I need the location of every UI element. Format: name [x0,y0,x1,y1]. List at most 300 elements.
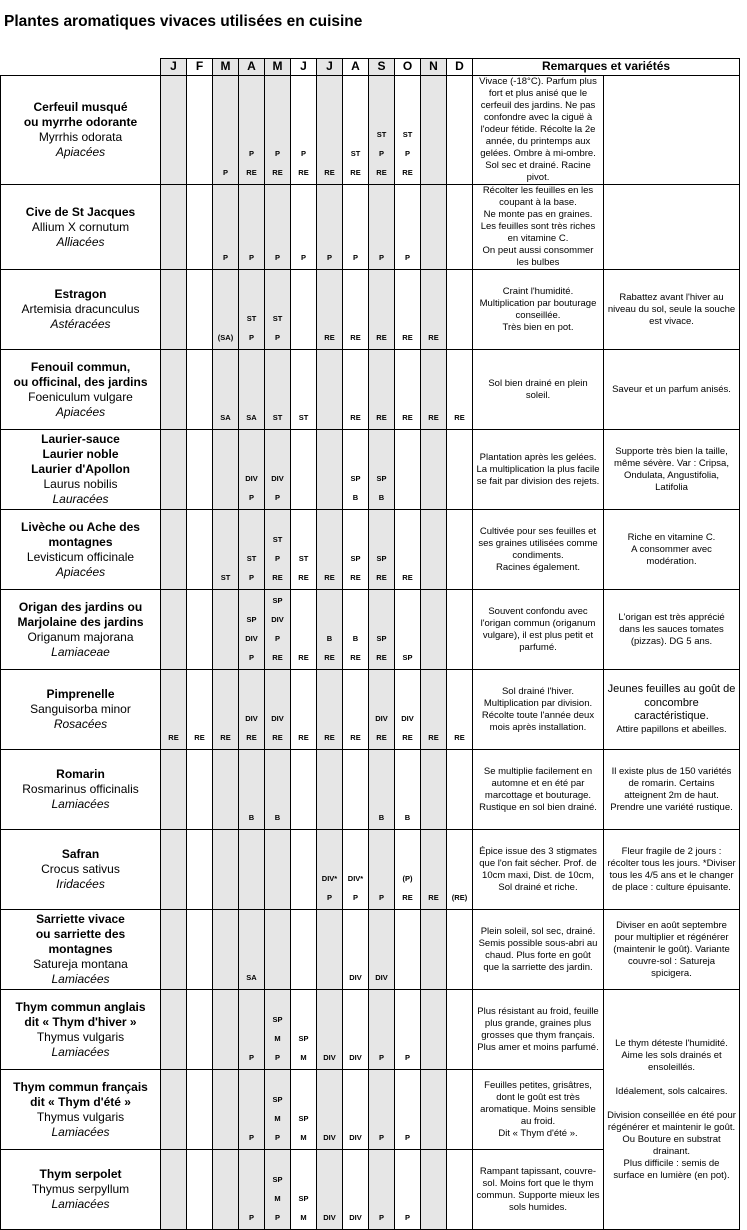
month-marks [291,144,316,182]
month-marks [213,728,238,747]
month-marks [421,328,446,347]
activity-code: SP [298,1034,309,1043]
month-marks [239,309,264,347]
month-marks [369,469,394,507]
variety-cell [604,185,740,270]
plant-name-cell [1,670,161,750]
activity-code: P [404,149,410,158]
month-marks [369,549,394,587]
variety-cell: Diviser en août septembre pour multiplier et régénérer (maintenir le goût). Variante couvre-sol : Satureja spicigera. [604,910,740,990]
activity-code: ST [272,314,283,323]
activity-code: P [352,253,358,262]
activity-code: ST [272,535,283,544]
month-header: D [447,59,473,76]
month-cell [369,830,395,910]
activity-code: P [222,168,228,177]
month-marks [369,968,394,987]
activity-code: P [378,1133,384,1142]
plant-row [1,670,740,750]
variety-cell: Saveur et un parfum anisés. [604,350,740,430]
activity-code: RE [350,653,361,662]
plant-latin-name: Origanum majorana [27,629,134,644]
month-cell [421,270,447,350]
month-cell [317,1070,343,1150]
plant-latin-name: Foeniculum vulgare [28,389,133,404]
plant-family: Apiacées [55,404,106,419]
activity-code: SP [376,634,387,643]
activity-code: P [326,893,332,902]
month-marks [317,568,342,587]
remark-cell: Épice issue des 3 stigmates que l'on fait sécher. Prof. de 10cm maxi, Dist. de 10cm, Sol drainé et riche. [473,830,604,910]
month-marks [239,549,264,587]
month-header: N [421,59,447,76]
month-cell [239,76,265,185]
plant-name-cell [1,185,161,270]
variety-cell: Il existe plus de 150 variétés de romarin. Certains atteignent 2m de haut. Prendre une variété rustique. [604,750,740,830]
activity-code: P [248,1213,254,1222]
month-cell [239,270,265,350]
month-cell [447,1150,473,1230]
plant-name-cell [1,1070,161,1150]
month-cell [421,1150,447,1230]
plant-row [1,750,740,830]
month-marks [447,408,472,427]
plant-common-name: Fenouil commun, [30,359,131,374]
month-cell [213,830,239,910]
variety-note: Attire papillons et abeilles. [616,723,727,735]
activity-code: B [248,813,255,822]
activity-code: DIV [323,1053,336,1062]
month-marks [265,1010,290,1067]
month-cell [395,430,421,510]
month-marks [395,808,420,827]
month-cell [447,910,473,990]
month-cell [187,830,213,910]
activity-code: RE [376,653,387,662]
month-cell [447,185,473,270]
month-marks [291,1029,316,1067]
plant-common-name: dit « Thym d'été » [30,1094,131,1109]
month-header: J [161,59,187,76]
activity-code: RE [402,573,413,582]
activity-code: SP [402,653,413,662]
month-marks [239,144,264,182]
month-marks [213,248,238,267]
activity-code: P [248,653,254,662]
remark-cell: Feuilles petites, grisâtres, dont le goût est très aromatique. Moins sensible au froid. Dit « Thym d'été ». [473,1070,604,1150]
month-cell [447,350,473,430]
month-cell [421,590,447,670]
month-cell [213,76,239,185]
month-cell [265,670,291,750]
month-cell [213,1150,239,1230]
month-cell [265,750,291,830]
remark-cell: Vivace (-18°C). Parfum plus fort et plus anisé que le cerfeuil des jardins. Ne pas confondre avec la ciguë à l'odeur fétide. Récolte la 2e année, du printemps aux gelées. Ombre à mi-ombre. Sol sec et drainé. Racine pivot. [473,76,604,185]
activity-code: P [378,149,384,158]
month-cell [421,350,447,430]
remark-cell: Souvent confondu avec l'origan commun (origanum vulgare), il est plus petit et parfumé. [473,590,604,670]
month-cell [317,185,343,270]
plant-latin-name: Thymus vulgaris [36,1109,125,1124]
month-marks [239,248,264,267]
month-cell [161,510,187,590]
month-marks [317,1048,342,1067]
activity-code: RE [376,168,387,177]
activity-code: P [378,1053,384,1062]
month-cell [447,430,473,510]
activity-code: DIV* [321,874,338,883]
month-marks [317,1208,342,1227]
activity-code: RE [168,733,179,742]
month-cell [187,670,213,750]
month-cell [187,910,213,990]
month-cell [421,830,447,910]
activity-code: ST [350,149,361,158]
month-cell [343,830,369,910]
month-cell [343,510,369,590]
activity-code: B [404,813,411,822]
activity-code: DIV* [347,874,364,883]
activity-code: M [274,1194,281,1203]
activity-code: ST [376,130,387,139]
month-cell [291,430,317,510]
month-cell [317,510,343,590]
activity-code: M [300,1213,307,1222]
month-header: F [187,59,213,76]
month-cell [369,430,395,510]
month-cell [239,510,265,590]
activity-code: P [300,149,306,158]
month-cell [343,1070,369,1150]
month-cell [343,590,369,670]
month-cell [317,76,343,185]
activity-code: B [352,634,359,643]
activity-code: M [300,1053,307,1062]
remark-cell: Craint l'humidité. Multiplication par bouturage conseillée. Très bien en pot. [473,270,604,350]
month-cell [421,670,447,750]
plant-name-cell [1,910,161,990]
month-cell [317,670,343,750]
plant-family: Lamiaceae [51,644,110,659]
month-marks [343,1208,368,1227]
variety-cell: Le thym déteste l'humidité. Aime les sols drainés et ensoleillés. Idéalement, sols calcaires. Division conseillée en été pour régénérer et maintenir le goût. Ou Bouture en substrat drainant. Plus difficile : semis de surface en lumière (en pot). [604,990,740,1230]
month-cell [239,670,265,750]
plant-latin-name: Thymus vulgaris [36,1029,125,1044]
remark-cell: Rampant tapissant, couvre-sol. Moins fort que le thym commun. Supporte mieux les sols humides. [473,1150,604,1230]
month-marks [343,1048,368,1067]
plant-common-name: Laurier d'Apollon [31,462,130,476]
activity-code: RE [272,653,283,662]
variety-cell: L'origan est très apprécié dans les sauces tomates (pizzas). DG 5 ans. [604,590,740,670]
variety-cell: Fleur fragile de 2 jours : récolter tous les jours. *Diviser tous les 4/5 ans et le changer de place : culture épuisante. [604,830,740,910]
month-cell [161,76,187,185]
month-cell [187,76,213,185]
activity-code: RE [246,733,257,742]
month-cell [395,990,421,1070]
month-cell [421,430,447,510]
plant-common-name: montagnes [48,534,113,549]
month-marks [291,1189,316,1227]
month-cell [187,750,213,830]
month-marks [447,888,472,907]
month-cell [447,590,473,670]
activity-code: ST [402,130,413,139]
activity-code: ST [246,314,257,323]
month-marks [395,408,420,427]
month-cell [161,750,187,830]
activity-code: SP [272,596,283,605]
month-cell [291,670,317,750]
remark-cell: Plus résistant au froid, feuille plus grande, graines plus grosses que thym français. Plus amer et moins parfumé. [473,990,604,1070]
month-marks [395,328,420,347]
plant-family: Lauracées [52,492,109,506]
month-cell [187,1070,213,1150]
month-cell [161,670,187,750]
month-cell [239,750,265,830]
variety-cell: Rabattez avant l'hiver au niveau du sol, seule la souche est vivace. [604,270,740,350]
activity-code: DIV [349,973,362,982]
activity-code: DIV [271,474,284,483]
activity-code: RE [194,733,205,742]
month-cell [239,350,265,430]
month-marks [369,125,394,182]
activity-code: B [378,813,385,822]
activity-code: RE [402,413,413,422]
month-cell [317,1150,343,1230]
remark-cell: Sol drainé l'hiver. Multiplication par division. Récolte toute l'année deux mois après installation. [473,670,604,750]
month-cell [343,430,369,510]
remarks-header: Remarques et variétés [473,59,740,76]
month-cell [369,1070,395,1150]
month-cell [161,830,187,910]
month-cell [291,750,317,830]
activity-code: RE [298,653,309,662]
month-marks [213,328,238,347]
activity-code: SP [376,474,387,483]
plant-family: Alliacées [56,234,105,249]
month-marks [187,728,212,747]
header-row [1,59,740,76]
activity-code: RE [324,333,335,342]
month-marks [265,408,290,427]
variety-text: Jeunes feuilles au goût de concombre caractéristique. [607,683,736,723]
month-cell [239,430,265,510]
month-marks [239,709,264,747]
month-cell [395,510,421,590]
month-marks [343,869,368,907]
variety-cell: Supporte très bien la taille, même sévère. Var : Cripsa, Ondulata, Angustifolia, Latifolia [604,430,740,510]
activity-code: RE [220,733,231,742]
plant-name-cell [1,990,161,1070]
plant-latin-name: Laurus nobilis [43,477,118,491]
month-cell [447,1070,473,1150]
month-marks [369,1048,394,1067]
month-cell [213,990,239,1070]
activity-code: SP [350,554,361,563]
month-cell [317,910,343,990]
month-cell [421,510,447,590]
month-cell [291,350,317,430]
activity-code: RE [298,573,309,582]
month-cell [395,1150,421,1230]
month-cell [369,750,395,830]
month-cell [317,990,343,1070]
month-marks [265,309,290,347]
month-cell [369,910,395,990]
activity-code: DIV [245,474,258,483]
activity-code: SA [220,413,231,422]
month-cell [343,76,369,185]
activity-code: RE [324,168,335,177]
month-header: M [265,59,291,76]
activity-code: SP [272,1095,283,1104]
month-cell [447,510,473,590]
plant-common-name: Safran [61,847,100,861]
activity-code: ST [220,573,231,582]
month-marks [369,1128,394,1147]
month-marks [239,1208,264,1227]
month-cell [265,910,291,990]
month-marks [291,1109,316,1147]
month-marks [395,1128,420,1147]
plant-name-cell [1,430,161,510]
month-cell [161,350,187,430]
plant-common-name: dit « Thym d'hiver » [24,1014,137,1029]
month-header: O [395,59,421,76]
month-marks [395,648,420,667]
activity-code: DIV [401,714,414,723]
month-cell [395,910,421,990]
activity-code: P [274,554,280,563]
variety-cell [604,670,740,750]
month-cell [187,510,213,590]
month-cell [395,830,421,910]
month-cell [421,185,447,270]
plant-family: Lamiacées [51,797,110,811]
month-marks [213,408,238,427]
month-cell [447,750,473,830]
remark-cell: Cultivée pour ses feuilles et ses graines utilisées comme condiments. Racines également. [473,510,604,590]
activity-code: P [274,1213,280,1222]
activity-code: RE [428,893,439,902]
month-marks [265,144,290,182]
month-cell [161,910,187,990]
plant-row [1,350,740,430]
plant-common-name: Cerfeuil musqué [33,100,128,114]
month-marks [369,629,394,667]
activity-code: P [248,493,254,502]
activity-code: P [274,1053,280,1062]
activity-code: P [248,149,254,158]
variety-cell: Riche en vitamine C. A consommer avec modération. [604,510,740,590]
month-cell [395,750,421,830]
month-marks [343,549,368,587]
activity-code: DIV [349,1213,362,1222]
plant-row [1,510,740,590]
month-marks [395,1208,420,1227]
activity-code: RE [376,333,387,342]
month-marks [317,869,342,907]
month-cell [161,990,187,1070]
activity-code: P [274,1133,280,1142]
month-marks [291,728,316,747]
month-cell [317,590,343,670]
month-cell [395,670,421,750]
month-cell [161,185,187,270]
plant-latin-name: Rosmarinus officinalis [22,782,139,796]
month-cell [213,1070,239,1150]
activity-code: P [248,253,254,262]
activity-code: B [326,634,333,643]
activity-code: SP [350,474,361,483]
month-cell [265,830,291,910]
month-cell [421,910,447,990]
month-cell [187,270,213,350]
month-marks [317,1128,342,1147]
activity-code: DIV [323,1213,336,1222]
month-cell [213,185,239,270]
month-cell [187,1150,213,1230]
activity-code: P [404,1133,410,1142]
month-cell [291,76,317,185]
plant-name-cell [1,590,161,670]
month-marks [343,408,368,427]
activity-code: RE [376,733,387,742]
month-cell [265,590,291,670]
month-cell [395,590,421,670]
activity-code: P [274,634,280,643]
remark-cell: Plantation après les gelées. La multiplication la plus facile se fait par division des rejets. [473,430,604,510]
month-marks [161,728,186,747]
month-cell [213,510,239,590]
month-cell [265,350,291,430]
month-header: A [239,59,265,76]
activity-code: DIV [349,1053,362,1062]
plant-family: Lamiacées [51,1197,110,1211]
plant-common-name: Cive de St Jacques [25,204,136,219]
month-cell [447,990,473,1070]
month-cell [317,750,343,830]
activity-code: RE [272,733,283,742]
month-marks [421,728,446,747]
month-marks [239,1128,264,1147]
month-cell [239,990,265,1070]
activity-code: RE [402,333,413,342]
month-cell [239,185,265,270]
activity-code: M [300,1133,307,1142]
activity-code: P [248,573,254,582]
month-marks [369,408,394,427]
plant-row [1,990,740,1070]
activity-code: P [326,253,332,262]
month-cell [395,76,421,185]
activity-code: DIV [245,634,258,643]
activity-code: RE [350,573,361,582]
month-cell [369,185,395,270]
month-marks [265,808,290,827]
month-cell [213,430,239,510]
plant-latin-name: Satureja montana [33,957,128,971]
activity-code: P [378,1213,384,1222]
month-marks [239,408,264,427]
plant-latin-name: Artemisia dracunculus [21,302,140,316]
month-marks [395,869,420,907]
month-header: S [369,59,395,76]
activity-code: RE [246,168,257,177]
plant-common-name: Estragon [54,287,107,301]
activity-code: SP [272,1175,283,1184]
month-cell [265,430,291,510]
